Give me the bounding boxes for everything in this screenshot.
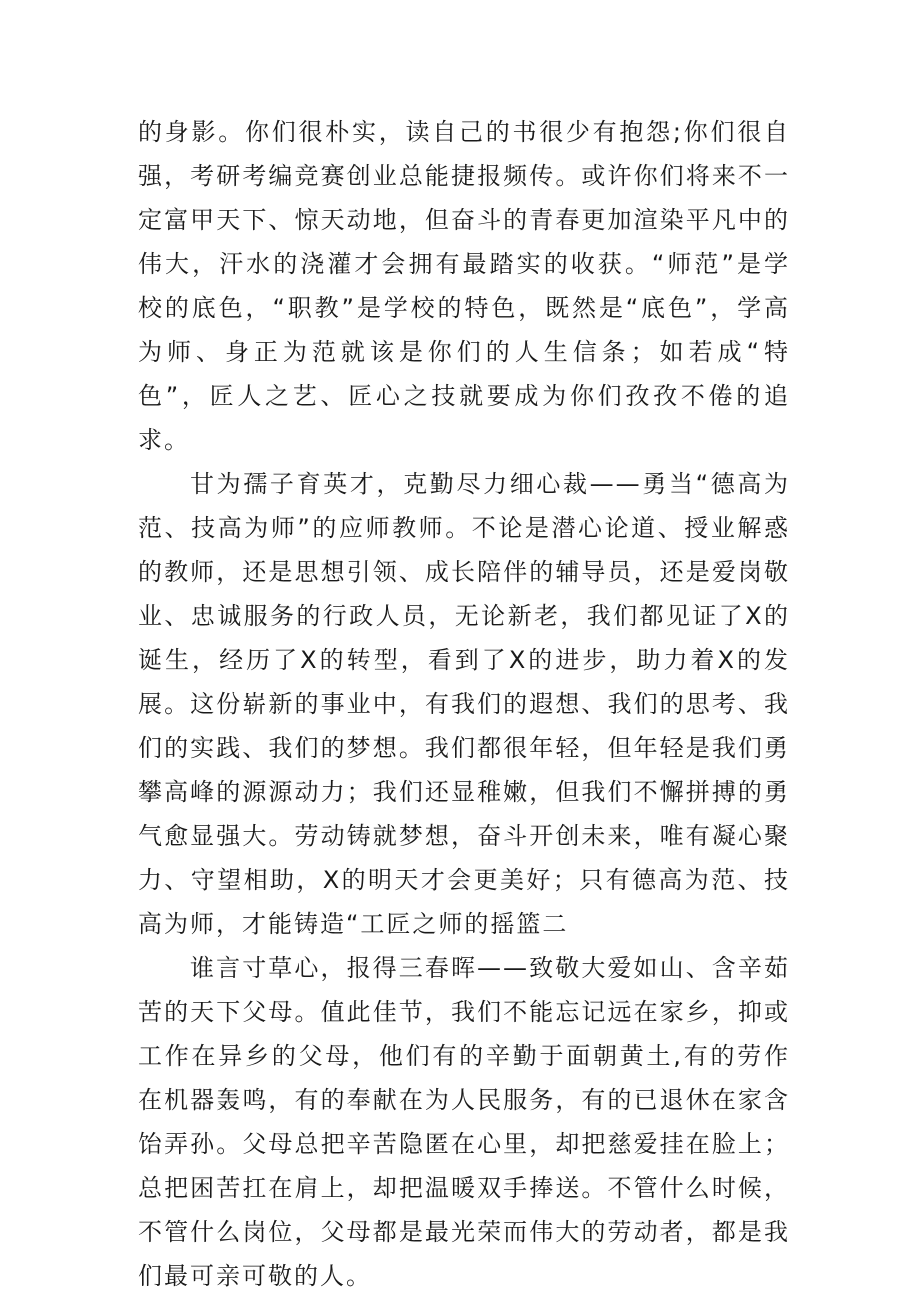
paragraph-2: 甘为孺子育英才，克勤尽力细心裁——勇当“德高为范、技高为师”的应师教师。不论是潜心论道、授业解惑的教师，还是思想引领、成长陪伴的辅导员，还是爱岗敬业、忠诚服务的行政人员，无论新老，我们都见证了X的诞生，经历了X的转型，看到了X的进步，助力着X的发展。这份崭新的事业中，有我们的遐想、我们的思考、我们的实践、我们的梦想。我们都很年轻，但年轻是我们勇攀高峰的源源动力；我们还显稚嫩，但我们不懈拼搏的勇气愈显强大。劳动铸就梦想，奋斗开创未来，唯有凝心聚力、守望相助，X的明天才会更美好；只有德高为范、技高为师，才能铸造“工匠之师的摇篮二 (138, 470, 790, 938)
paragraph-3: 谁言寸草心，报得三春晖——致敬大爱如山、含辛茹苦的天下父母。值此佳节，我们不能忘记远在家乡，抑或工作在异乡的父母，他们有的辛勤于面朝黄土,有的劳作在机器轰鸣，有的奉献在为人民服务，有的已退休在家含饴弄孙。父母总把辛苦隐匿在心里，却把慈爱挂在脸上；总把困苦扛在肩上，却把温暖双手捧送。不管什么时候，不管什么岗位，父母都是最光荣而伟大的劳动者，都是我们最可亲可敬的人。 (138, 954, 790, 1290)
document-body (138, 110, 790, 1298)
paragraph-1: 的身影。你们很朴实，读自己的书很少有抱怨;你们很自强，考研考编竞赛创业总能捷报频传。或许你们将来不一定富甲天下、惊天动地，但奋斗的青春更加渲染平凡中的伟大，汗水的浇灌才会拥有最踏实的收获。“师范”是学校的底色，“职教”是学校的特色，既然是“底色”，学高为师、身正为范就该是你们的人生信条；如若成“特色”，匠人之艺、匠心之技就要成为你们孜孜不倦的追求。 (138, 118, 790, 454)
